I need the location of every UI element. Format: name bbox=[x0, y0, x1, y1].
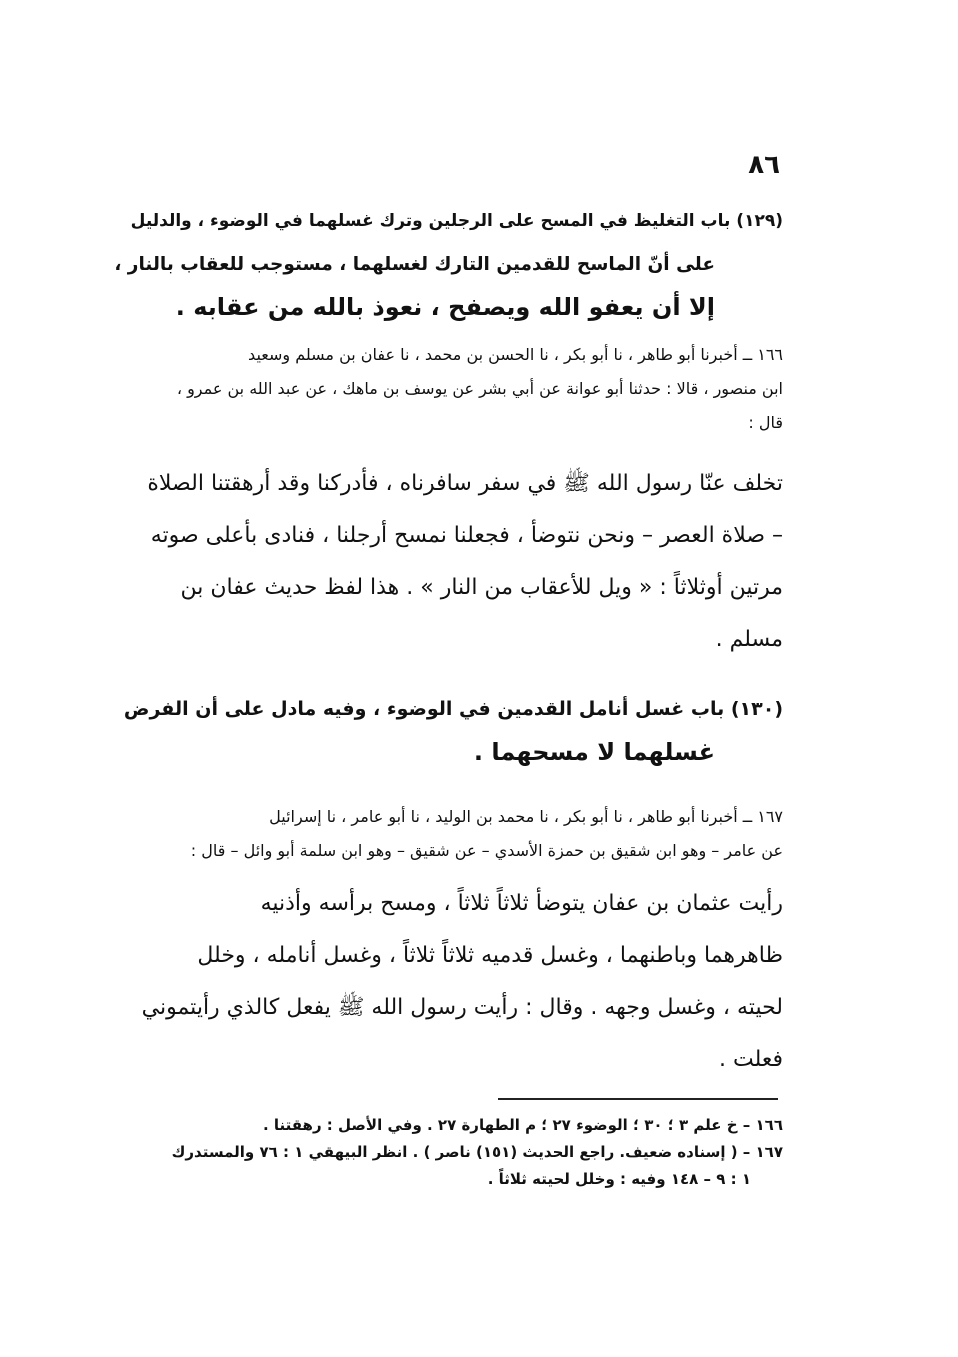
matn-line: تخلف عنّا رسول الله ﷺ في سفر سافرناه ، فأدركنا وقد أرهقتنا الصلاة bbox=[147, 471, 783, 496]
heading-line: إلا أن يعفو الله ويصفح ، نعوذ بالله من عقابه . bbox=[175, 293, 715, 321]
matn-line: مرتين أوثلاثاً : « ويل للأعقاب من النار » . هذا لفظ حديث عفان بن bbox=[180, 575, 783, 600]
heading-line: (١٣٠) باب غسل أنامل القدمين في الوضوء ، وفيه مادل على أن الفرض bbox=[123, 698, 783, 720]
heading-line: (١٢٩) باب التغليظ في المسح على الرجلين وترك غسلهما في الوضوء ، والدليل bbox=[130, 211, 783, 231]
isnad-line: عن عامر – وهو ابن شقيق بن حمزة الأسدي – عن شقيق – وهو ابن سلمة أبو وائل – قال : bbox=[190, 841, 783, 860]
page-number: ٨٦ bbox=[748, 150, 780, 180]
heading-line: على أنّ الماسح للقدمين التارك لغسلهما ، مستوجب للعقاب بالنار ، bbox=[114, 254, 715, 275]
isnad-166 bbox=[113, 338, 783, 440]
hadith-text-166 bbox=[113, 458, 783, 666]
isnad-line: قال : bbox=[748, 413, 783, 432]
isnad-line: ١٦٦ ــ أخبرنا أبو طاهر ، نا أبو بكر ، نا الحسن بن محمد ، نا عفان بن مسلم وسعيد bbox=[248, 345, 783, 364]
footnote-line: ١٦٧ – ( إسناده ضعيف. راجع الحديث (١٥١) ناصر ) . انظر البيهقي ١ : ٧٦ والمستدرك bbox=[171, 1143, 783, 1161]
matn-line: مسلم . bbox=[715, 627, 783, 652]
matn-line: ظاهرهما وباطنهما ، وغسل قدميه ثلاثاً ثلاثاً ، وغسل أنامله ، وخلل bbox=[197, 943, 783, 968]
footnote-line: ١ : ٩ – ١٤٨ وفيه : وخلل لحيته ثلاثاً . bbox=[487, 1170, 751, 1188]
footnote-line: ١٦٦ – خ علم ٣ ؛ ٣٠ ؛ الوضوء ٢٧ ؛ م الطهارة ٢٧ . وفي الأصل : رهقتنا . bbox=[262, 1116, 783, 1134]
chapter-heading-130 bbox=[113, 688, 783, 774]
matn-line: رأيت عثمان بن عفان يتوضأ ثلاثاً ثلاثاً ، ومسح برأسه وأذنيه bbox=[260, 891, 783, 916]
footnote-divider bbox=[498, 1098, 778, 1100]
chapter-heading-129 bbox=[113, 200, 783, 329]
footnotes bbox=[113, 1112, 783, 1193]
isnad-167 bbox=[113, 800, 783, 868]
matn-line: لحيته ، وغسل وجهه . وقال : رأيت رسول الله ﷺ يفعل كالذي رأيتموني bbox=[141, 995, 783, 1020]
heading-line: غسلهما لا مسحهما . bbox=[473, 738, 715, 766]
hadith-text-167 bbox=[113, 878, 783, 1086]
isnad-line: ابن منصور ، قالا : حدثنا أبو عوانة عن أبي بشر عن يوسف بن ماهك ، عن عبد الله بن عمرو ، bbox=[176, 379, 783, 398]
matn-line: فعلت . bbox=[718, 1047, 783, 1072]
isnad-line: ١٦٧ ــ أخبرنا أبو طاهر ، نا أبو بكر ، نا محمد بن الوليد ، نا أبو عامر ، نا إسرائيل bbox=[269, 807, 783, 826]
matn-line: – صلاة العصر – ونحن نتوضأ ، فجعلنا نمسح أرجلنا ، فنادى بأعلى صوته bbox=[150, 523, 783, 548]
